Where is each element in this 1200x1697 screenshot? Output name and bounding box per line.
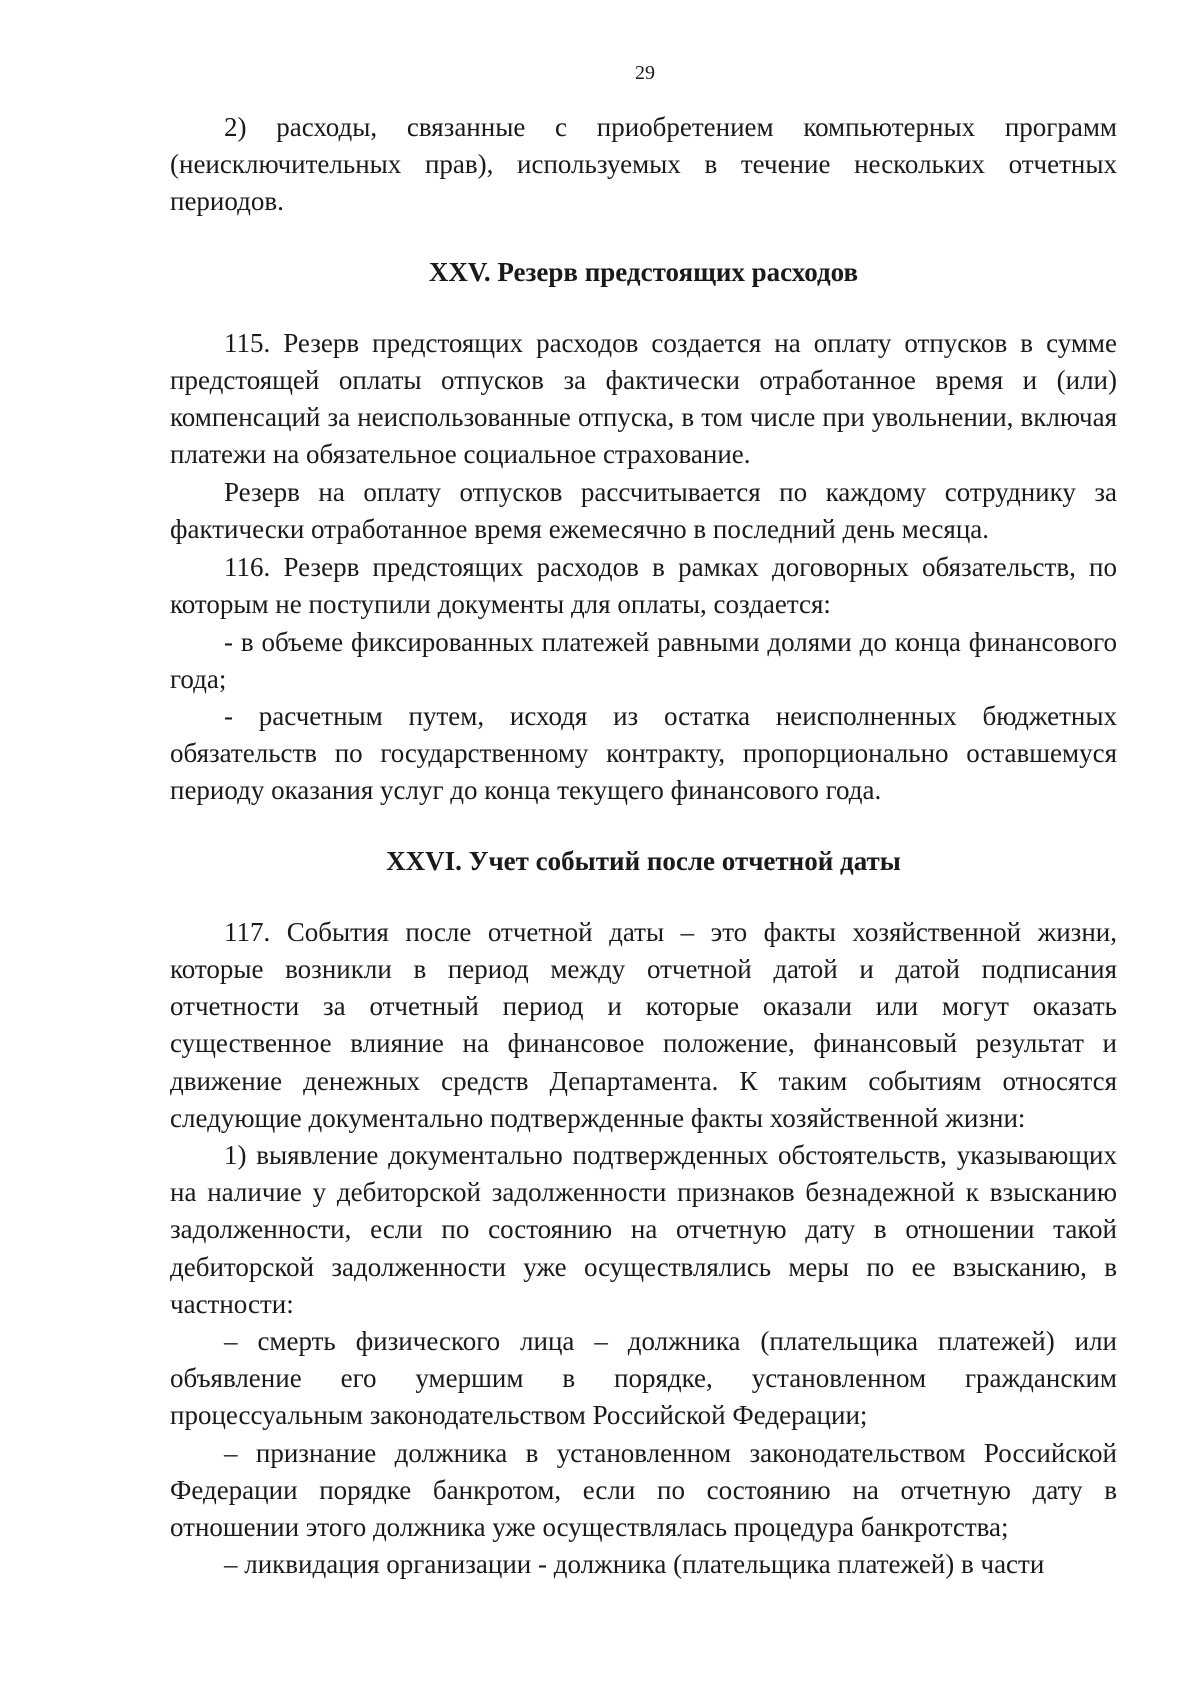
section-heading-xxv: XXV. Резерв предстоящих расходов	[428, 256, 859, 287]
paragraph-vacation-reserve: Резерв на оплату отпусков рассчитывается по каждому сотруднику за фактически отработанное время ежемесячно в последний день месяца.	[170, 477, 1117, 545]
paragraph-115: 115. Резерв предстоящих расходов создается на оплату отпусков в сумме предстоящей оплаты отпусков за фактически отработанное время и (или) компенсаций за неиспользованные отпуска, в том числе при увольнении, включая платежи на обязательное социальное страхование.	[170, 327, 1117, 470]
paragraph-116: 116. Резерв предстоящих расходов в рамках договорных обязательств, по которым не поступили документы для оплаты, создается:	[170, 552, 1117, 620]
list-item-1-receivables: 1) выявление документально подтвержденных обстоятельств, указывающих на наличие у дебиторской задолженности признаков безнадежной к взысканию задолженности, если по состоянию на отчетную дату в отношении такой дебиторской задолженности уже осуществлялись меры по ее взысканию, в частности:	[170, 1140, 1117, 1319]
paragraph-117: 117. События после отчетной даты – это факты хозяйственной жизни, которые возникли в период между отчетной датой и датой подписания отчетности за отчетный период и которые оказали или могут оказать существенное влияние на финансовое положение, финансовый результат и движение денежных средств Департамента. К таким событиям относятся следующие документально подтвержденные факты хозяйственной жизни:	[170, 916, 1117, 1133]
paragraph-software-expenses: 2) расходы, связанные с приобретением компьютерных программ (неисключительных прав), используемых в течение нескольких отчетных периодов.	[170, 112, 1117, 217]
list-item-liquidation: – ликвидация организации - должника (плательщика платежей) в части	[224, 1549, 1045, 1580]
list-item-calculated: - расчетным путем, исходя из остатка неисполненных бюджетных обязательств по государственному контракту, пропорционально оставшемуся периоду оказания услуг до конца текущего финансового года.	[170, 701, 1117, 806]
list-item-bankruptcy: – признание должника в установленном законодательством Российской Федерации порядке банкротом, если по состоянию на отчетную дату в отношении этого должника уже осуществлялась процедура банкротства;	[170, 1437, 1117, 1543]
page-number: 29	[635, 62, 655, 84]
list-item-fixed-payments: - в объеме фиксированных платежей равными долями до конца финансового года;	[170, 626, 1117, 694]
document-body	[170, 109, 1117, 1584]
section-heading-xxvi: XXVI. Учет событий после отчетной даты	[386, 845, 901, 876]
list-item-death-of-debtor: – смерть физического лица – должника (плательщика платежей) или объявление его умершим в порядке, установленном гражданским процессуальным законодательством Российской Федерации;	[170, 1326, 1117, 1431]
